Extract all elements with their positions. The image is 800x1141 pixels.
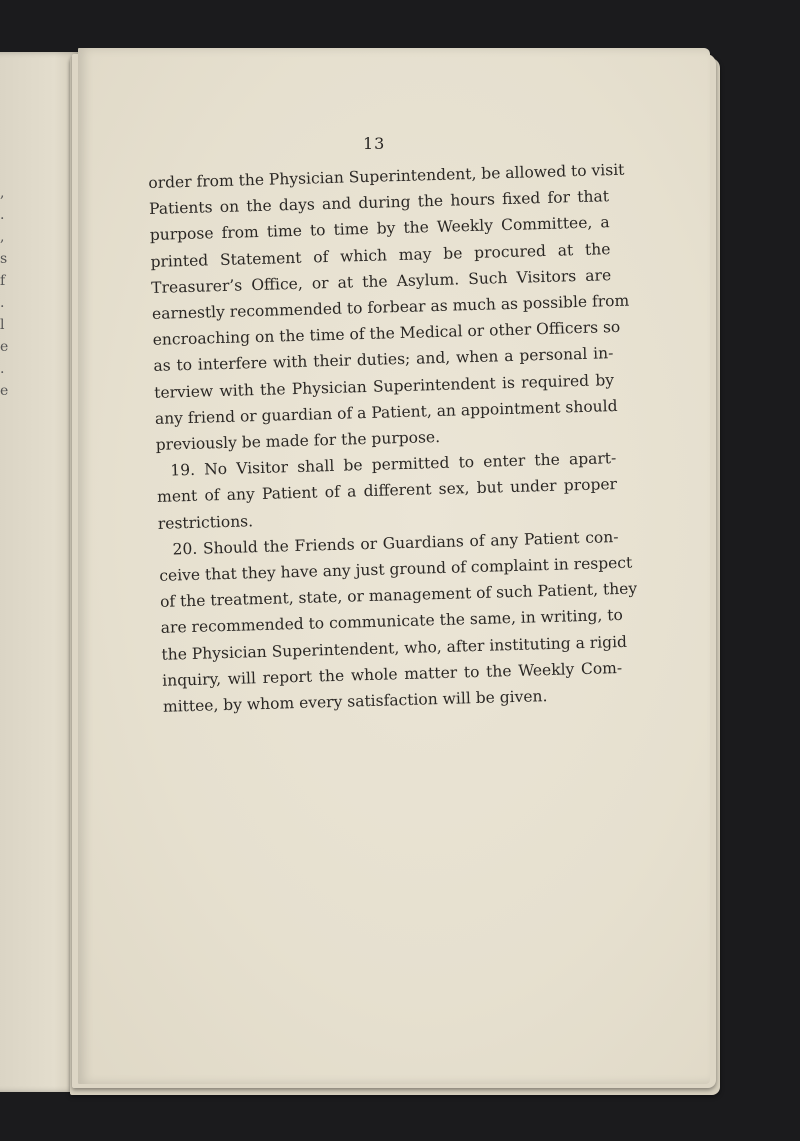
edge-mark: . (0, 361, 5, 377)
text-line: purpose from time to time by the Weekly Committee, a (149, 213, 610, 245)
text-line: printed Statement of which may be procured at the (150, 239, 611, 271)
text-line: Patients on the days and during the hours fixed for that (148, 187, 610, 219)
text-line: as to interfere with their duties; and, when a personal in- (153, 344, 614, 376)
text-line: ment of any Patient of a different sex, but under proper (156, 475, 618, 507)
edge-mark: l (0, 317, 5, 333)
text-line: are recommended to communicate the same, in writing, to (160, 606, 624, 638)
text-line: restrictions. (157, 511, 254, 533)
edge-mark: , (0, 229, 5, 245)
text-line: 20. Should the Friends or Guardians of any Patient con- (172, 527, 619, 559)
text-line: earnestly recommended to forbear as much as possible from (151, 291, 630, 323)
facing-page-text-fragments (0, 182, 8, 402)
text-line: order from the Physician Superintendent, be allowed to visit (148, 160, 625, 192)
text-line: of the treatment, state, or management of such Patient, they (159, 579, 638, 612)
edge-mark: e (0, 383, 9, 399)
edge-mark: . (0, 295, 5, 311)
text-line: encroaching on the time of the Medical or other Officers so (152, 318, 621, 350)
edge-mark: f (0, 273, 6, 289)
text-line: the Physician Superintendent, who, after instituting a rigid (161, 632, 628, 664)
text-line: 19. No Visitor shall be permitted to enter the apart- (170, 449, 617, 480)
edge-mark: , (0, 185, 5, 201)
text-line: Treasurer’s Office, or at the Asylum. Such Visitors are (151, 265, 612, 297)
text-line: previously be made for the purpose. (155, 427, 441, 454)
text-line: mittee, by whom every satisfaction will be given. (162, 687, 548, 716)
body-text (148, 157, 638, 720)
text-line: terview with the Physician Superintendent is required by (153, 370, 615, 402)
edge-mark: . (0, 207, 5, 223)
edge-mark: s (0, 251, 8, 267)
text-line: any friend or guardian of a Patient, an appointment should (154, 396, 618, 428)
text-line: ceive that they have any just ground of complaint in respect (159, 553, 633, 585)
edge-mark: e (0, 339, 9, 355)
book-page (78, 48, 710, 1084)
page-number: 13 (363, 134, 386, 153)
text-line: inquiry, will report the whole matter to the Weekly Com- (162, 658, 623, 690)
